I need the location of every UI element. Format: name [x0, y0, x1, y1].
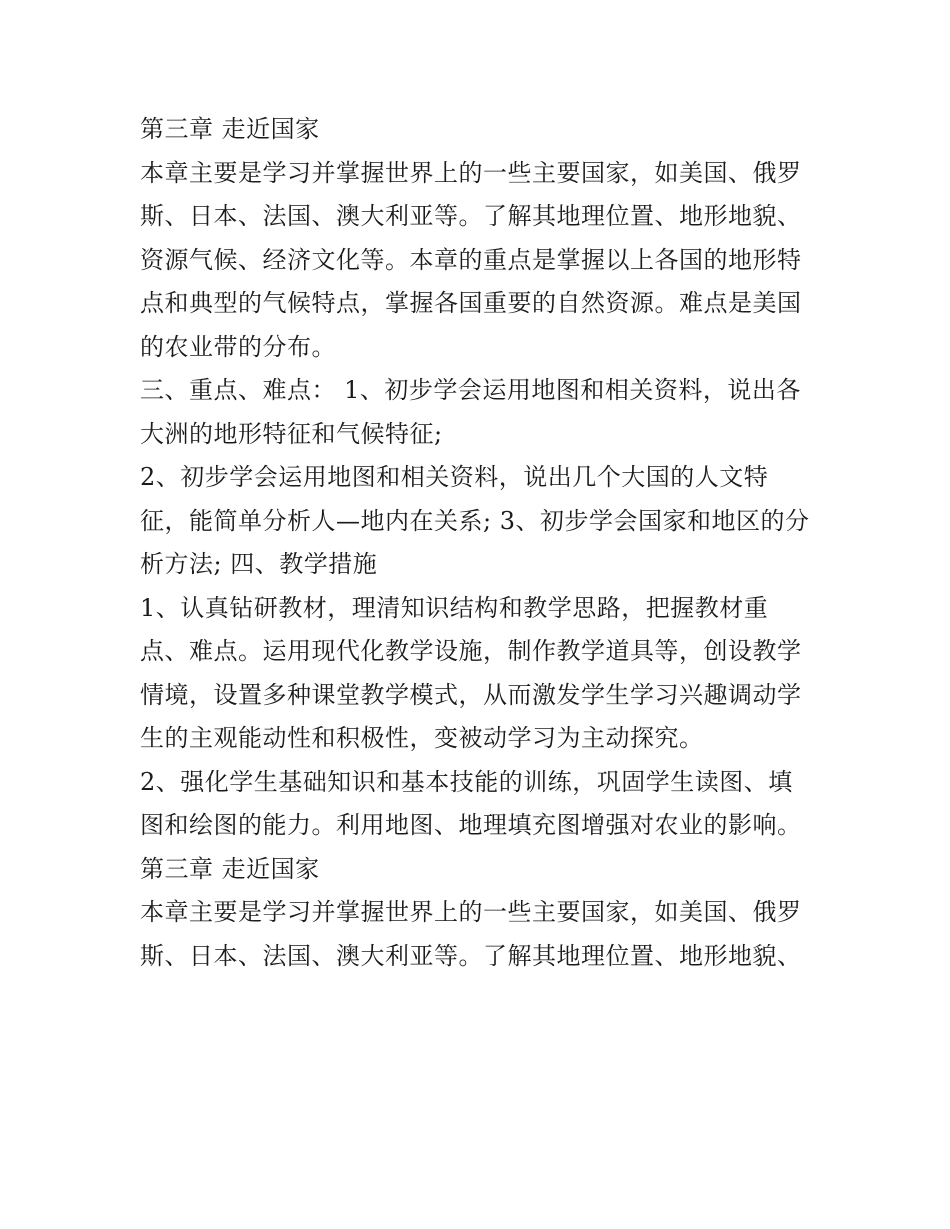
- text-line: 2、初步学会运用地图和相关资料，说出几个大国的人文特: [140, 463, 769, 491]
- text-line: 图和绘图的能力。利用地图、地理填充图增强对农业的影响。: [140, 811, 802, 839]
- text-line: 点、难点。运用现代化教学设施，制作教学道具等，创设教学: [140, 637, 802, 665]
- chapter-heading: 第三章 走近国家: [140, 854, 320, 883]
- text-line: 析方法; 四、教学措施: [140, 550, 378, 578]
- chapter-heading: 第三章 走近国家: [140, 115, 320, 143]
- text-line: 斯、日本、法国、澳大利亚等。了解其地理位置、地形地貌、: [140, 941, 802, 970]
- text-line: 生的主观能动性和积极性，变被动学习为主动探究。: [140, 724, 704, 752]
- section-heading-line: 三、重点、难点： 1、初步学会运用地图和相关资料，说出各: [140, 376, 801, 404]
- text-line: 点和典型的气候特点，掌握各国重要的自然资源。难点是美国: [140, 289, 802, 317]
- text-line: 资源气候、经济文化等。本章的重点是掌握以上各国的地形特: [140, 245, 802, 274]
- text-line: 情境，设置多种课堂教学模式，从而激发学生学习兴趣调动学: [140, 680, 802, 709]
- text-line: 本章主要是学习并掌握世界上的一些主要国家，如美国、俄罗: [140, 898, 802, 926]
- text-line: 斯、日本、法国、澳大利亚等。了解其地理位置、地形地貌、: [140, 202, 802, 230]
- text-line: 征，能简单分析人—地内在关系; 3、初步学会国家和地区的分: [140, 506, 810, 535]
- text-line: 的农业带的分布。: [140, 332, 336, 361]
- text-line: 大洲的地形特征和气候特征;: [140, 419, 443, 448]
- text-line: 2、强化学生基础知识和基本技能的训练，巩固学生读图、填: [140, 767, 793, 796]
- text-line: 本章主要是学习并掌握世界上的一些主要国家，如美国、俄罗: [140, 158, 802, 187]
- document-body: [140, 108, 830, 978]
- text-line: 1、认真钻研教材，理清知识结构和教学思路，把握教材重: [140, 593, 769, 622]
